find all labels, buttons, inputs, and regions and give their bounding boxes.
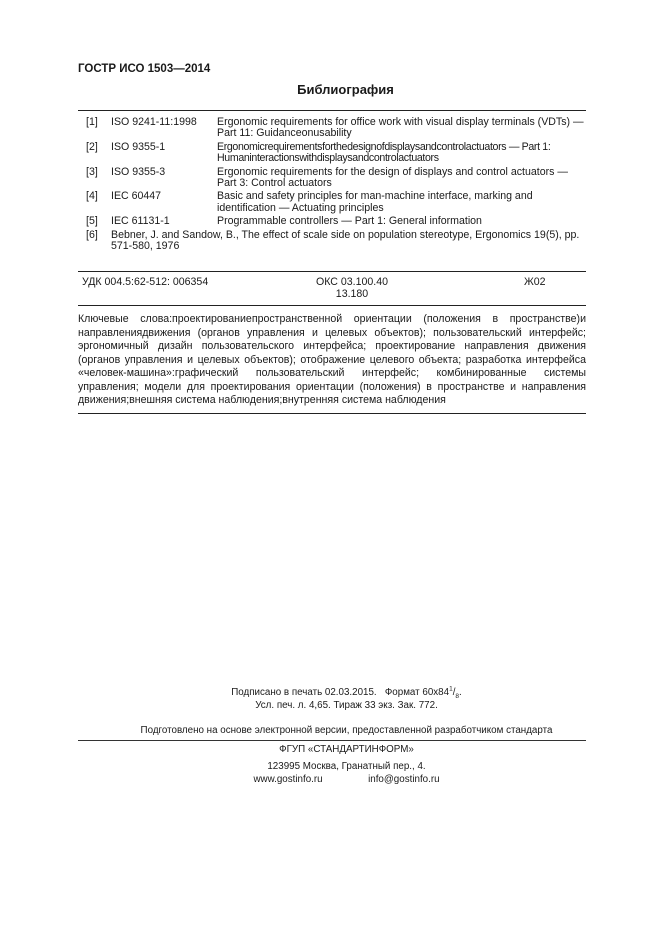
- bibliography-item-number: [5]: [86, 215, 98, 228]
- publisher-contacts: [0, 774, 661, 785]
- page-title: [0, 82, 661, 97]
- bibliography-item-standard: ISO 9241-11:1998: [111, 116, 197, 128]
- bibliography-item-title: [217, 117, 606, 140]
- bibliography-item-standard: ISO 9355-1: [111, 140, 166, 153]
- bibliography-item: [86, 167, 606, 190]
- bibliography-item: [86, 216, 606, 227]
- publisher-email-link[interactable]: info@gostinfo.ru: [368, 774, 440, 785]
- publisher-address-text: 123995 Москва, Гранатный пер., 4.: [267, 761, 426, 772]
- oks-code-line: 13.180: [335, 288, 369, 300]
- bibliography-item: [86, 142, 606, 165]
- udk-code: УДК 004.5:62-512: 006354: [82, 276, 209, 288]
- bibliography-item-standard: IEC 61131-1: [111, 215, 170, 228]
- classification-bottom-divider: [78, 305, 586, 306]
- oks-code-line: ОКС 03.100.40: [315, 276, 388, 288]
- bibliography-item-number: [1]: [86, 116, 98, 128]
- bibliography-item-title-line: Programmable controllers — Part 1: General information: [217, 215, 482, 228]
- bibliography-item-title-line: Part 3: Control actuators: [217, 177, 332, 190]
- imprint-format-denominator: 8: [455, 693, 460, 701]
- bibliography-item-standard: IEC 60447: [111, 190, 162, 203]
- title-divider: [78, 110, 586, 111]
- bibliography-item-number: [4]: [86, 190, 98, 203]
- bibliography-item-title-line: Humaninteractionswithdisplaysandcontrolactuators: [217, 152, 439, 165]
- imprint-format-end: .: [459, 687, 462, 699]
- bibliography-item-title: [217, 191, 606, 214]
- keywords-divider: [78, 413, 586, 414]
- bibliography-item-title-line: Ergonomicrequirementsforthedesignofdisplaysandcontrolactuators — Part 1:: [217, 140, 551, 153]
- bibliography-item: [86, 117, 606, 140]
- standard-code-header: ГОСТР ИСО 1503—2014: [78, 63, 211, 75]
- bibliography-item-title-line: Part 11: Guidanceonusability: [217, 127, 352, 140]
- imprint-prepared-note-text: Подготовлено на основе электронной версии, предоставленной разработчиком стандарта: [140, 725, 553, 736]
- bibliography-item-title-line: Ergonomic requirements for the design of displays and control actuators —: [217, 165, 568, 178]
- oks-code: [302, 276, 402, 300]
- publisher-name: [0, 744, 661, 755]
- publisher-divider: [78, 740, 586, 741]
- bibliography-item-title: [217, 142, 606, 165]
- imprint-format-numerator: 1: [449, 686, 453, 693]
- keywords-paragraph: Ключевые слова:проектированиепространственной ориентации (положения в пространстве)и направлениядвижения (органов управления и целевых объектов); пользовательский интерфейс; эргономичный дизайн пользовательского интерфейса; проектирование направления движения (органов управления и целевых объектов); отображение целевого объекта; разработка интерфейса «человек-машина»:графический пользовательский интерфейс; комбинированные системы управления; модели для проектирования ориентации (положения) в пространстве и направления движения;внешняя система наблюдения;внутренняя система наблюдения: [78, 313, 586, 406]
- bibliography-item-number: [2]: [86, 140, 98, 153]
- imprint-format-text: Формат 60x84: [384, 687, 450, 699]
- bibliography-item-title-line: 571-580, 1976: [111, 240, 180, 253]
- bibliography-item-title-line: Ergonomic requirements for office work with visual display terminals (VDTs) —: [217, 116, 584, 128]
- bibliography-item-number: [3]: [86, 165, 98, 178]
- bibliography-item-title: [217, 216, 606, 227]
- bibliography-item-title-line: identification — Actuating principles: [217, 201, 384, 214]
- bibliography-item-title: [217, 167, 606, 190]
- classification-group-code: Ж02: [524, 276, 546, 288]
- publisher-website-link[interactable]: www.gostinfo.ru: [253, 774, 323, 785]
- bibliography-item: [86, 230, 606, 253]
- bibliography-item-standard: ISO 9355-3: [111, 165, 166, 178]
- imprint-print-details-text: Усл. печ. л. 4,65. Тираж 33 экз. Зак. 772.: [255, 700, 438, 711]
- imprint-signed-line: [0, 686, 661, 700]
- bibliography-item-title-line: Basic and safety principles for man-machine interface, marking and: [217, 190, 533, 203]
- imprint-signed-date: Подписано в печать 02.03.2015.: [231, 687, 377, 699]
- bibliography-item-number: [6]: [86, 228, 98, 241]
- imprint-prepared-note: [0, 725, 661, 736]
- page-title-text: Библиография: [297, 82, 394, 97]
- bibliography-item: [86, 191, 606, 214]
- classification-top-divider: [78, 271, 586, 272]
- imprint-print-details: [0, 700, 661, 711]
- bibliography-item-title: [111, 230, 606, 253]
- bibliography-list: [86, 117, 606, 254]
- publisher-name-text: ФГУП «СТАНДАРТИНФОРМ»: [279, 744, 414, 755]
- imprint-format: Формат $60x84^1/_8$.: [384, 686, 462, 701]
- publisher-address: [0, 761, 661, 772]
- bibliography-item-title-line: Bebner, J. and Sandow, B., The effect of scale side on population stereotype, Ergonomics 19(5), pp.: [111, 228, 580, 241]
